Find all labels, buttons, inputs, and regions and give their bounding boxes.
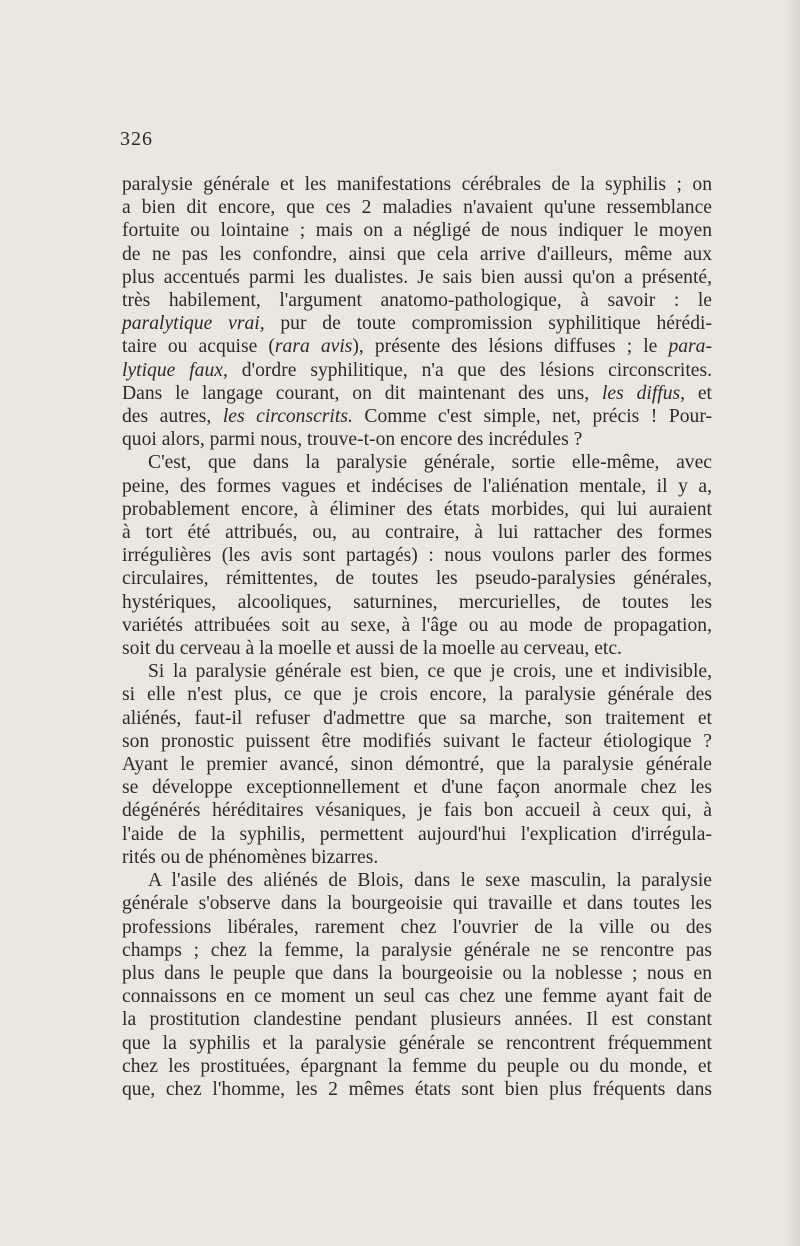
text-line: a bien dit encore, que ces 2 maladies n'avaient qu'une ressemblance [122,197,712,219]
text-line: de ne pas les confondre, ainsi que cela arrive d'ailleurs, même aux [122,243,712,265]
text-line: à tort été attribués, ou, au contraire, à lui rattacher des formes [122,522,712,544]
italic-term: paralytique vrai, [122,313,265,335]
text-line: des autres, les circonscrits. Comme c'est simple, net, précis ! Pour- [122,406,712,428]
text-line: que la syphilis et la paralysie générale se rencontrent fréquemment [122,1032,712,1054]
text-line: si elle n'est plus, ce que je crois encore, la paralysie générale des [122,684,712,706]
text-line: lytique faux, d'ordre syphilitique, n'a que des lésions circonscrites. [122,359,712,381]
text-line: peine, des formes vagues et indécises de l'aliénation mentale, il y a, [122,475,712,497]
text-line: soit du cerveau à la moelle et aussi de la moelle au cerveau, etc. [122,638,622,660]
italic-term: les circonscrits. [222,406,353,428]
text-line: très habilement, l'argument anatomo-pathologique, à savoir : le [122,290,712,312]
text-line: chez les prostituées, épargnant la femme du peuple ou du monde, et [122,1055,712,1077]
text-line: rités ou de phénomènes bizarres. [122,846,379,868]
text-line: plus accentués parmi les dualistes. Je sais bien aussi qu'on a présenté, [122,266,712,288]
italic-term: les diffus, [601,382,686,404]
text-line: professions libérales, rarement chez l'ouvrier de la ville ou des [122,916,712,938]
text-line: Si la paralysie générale est bien, ce que je crois, une et indivisible, [148,661,712,683]
text-line: fortuite ou lointaine ; mais on a négligé de nous indiquer le moyen [122,220,712,242]
text-line: Dans le langage courant, on dit maintenant des uns, les diffus, et [122,382,712,404]
text-line: plus dans le peuple que dans la bourgeoisie ou la noblesse ; nous en [122,962,712,984]
text-line: probablement encore, à éliminer des états morbides, qui lui auraient [122,498,712,520]
text-line: irrégulières (les avis sont partagés) : nous voulons parler des formes [122,545,712,567]
page-edge-shadow [786,0,800,1246]
text-line: Ayant le premier avancé, sinon démontré, que la paralysie générale [122,754,712,776]
text-line: dégénérés héréditaires vésaniques, je fais bon accueil à ceux qui, à [122,800,712,822]
italic-term: rara avis [274,336,353,358]
text-line: champs ; chez la femme, la paralysie générale ne se rencontre pas [122,939,712,961]
text-line: A l'asile des aliénés de Blois, dans le sexe masculin, la paralysie [148,870,712,892]
text-line: la prostitution clandestine pendant plusieurs années. Il est constant [122,1009,712,1031]
text-line: paralytique vrai, pur de toute compromission syphilitique hérédi- [122,313,712,335]
body-text [122,173,712,1101]
text-line: que, chez l'homme, les 2 mêmes états sont bien plus fréquents dans [122,1078,712,1100]
text-line: son pronostic puissent être modifiés suivant le facteur étiologique ? [122,730,712,752]
text-line: paralysie générale et les manifestations cérébrales de la syphilis ; on [122,174,712,195]
text-line: aliénés, faut-il refuser d'admettre que sa marche, son traitement et [122,707,712,729]
text-line: taire ou acquise (rara avis), présente des lésions diffuses ; le para- [122,336,712,358]
text-line: quoi alors, parmi nous, trouve-t-on encore des incrédules ? [122,429,583,451]
page-number: 326 [120,128,153,150]
text-line: circulaires, rémittentes, de toutes les pseudo-paralysies générales, [122,568,712,590]
text-line: C'est, que dans la paralysie générale, sortie elle-même, avec [148,452,712,474]
text-line: connaissons en ce moment un seul cas chez une femme ayant fait de [122,986,712,1008]
text-line: variétés attribuées soit au sexe, à l'âge ou au mode de propagation, [122,614,712,636]
text-line: se développe exceptionnellement et d'une façon anormale chez les [122,777,712,799]
italic-term: lytique faux, [122,359,228,381]
italic-term: para- [668,336,712,358]
text-line: générale s'observe dans la bourgeoisie qui travaille et dans toutes les [122,893,712,915]
text-line: l'aide de la syphilis, permettent aujourd'hui l'explication d'irrégula- [122,823,712,845]
text-line: hystériques, alcooliques, saturnines, mercurielles, de toutes les [122,591,712,613]
